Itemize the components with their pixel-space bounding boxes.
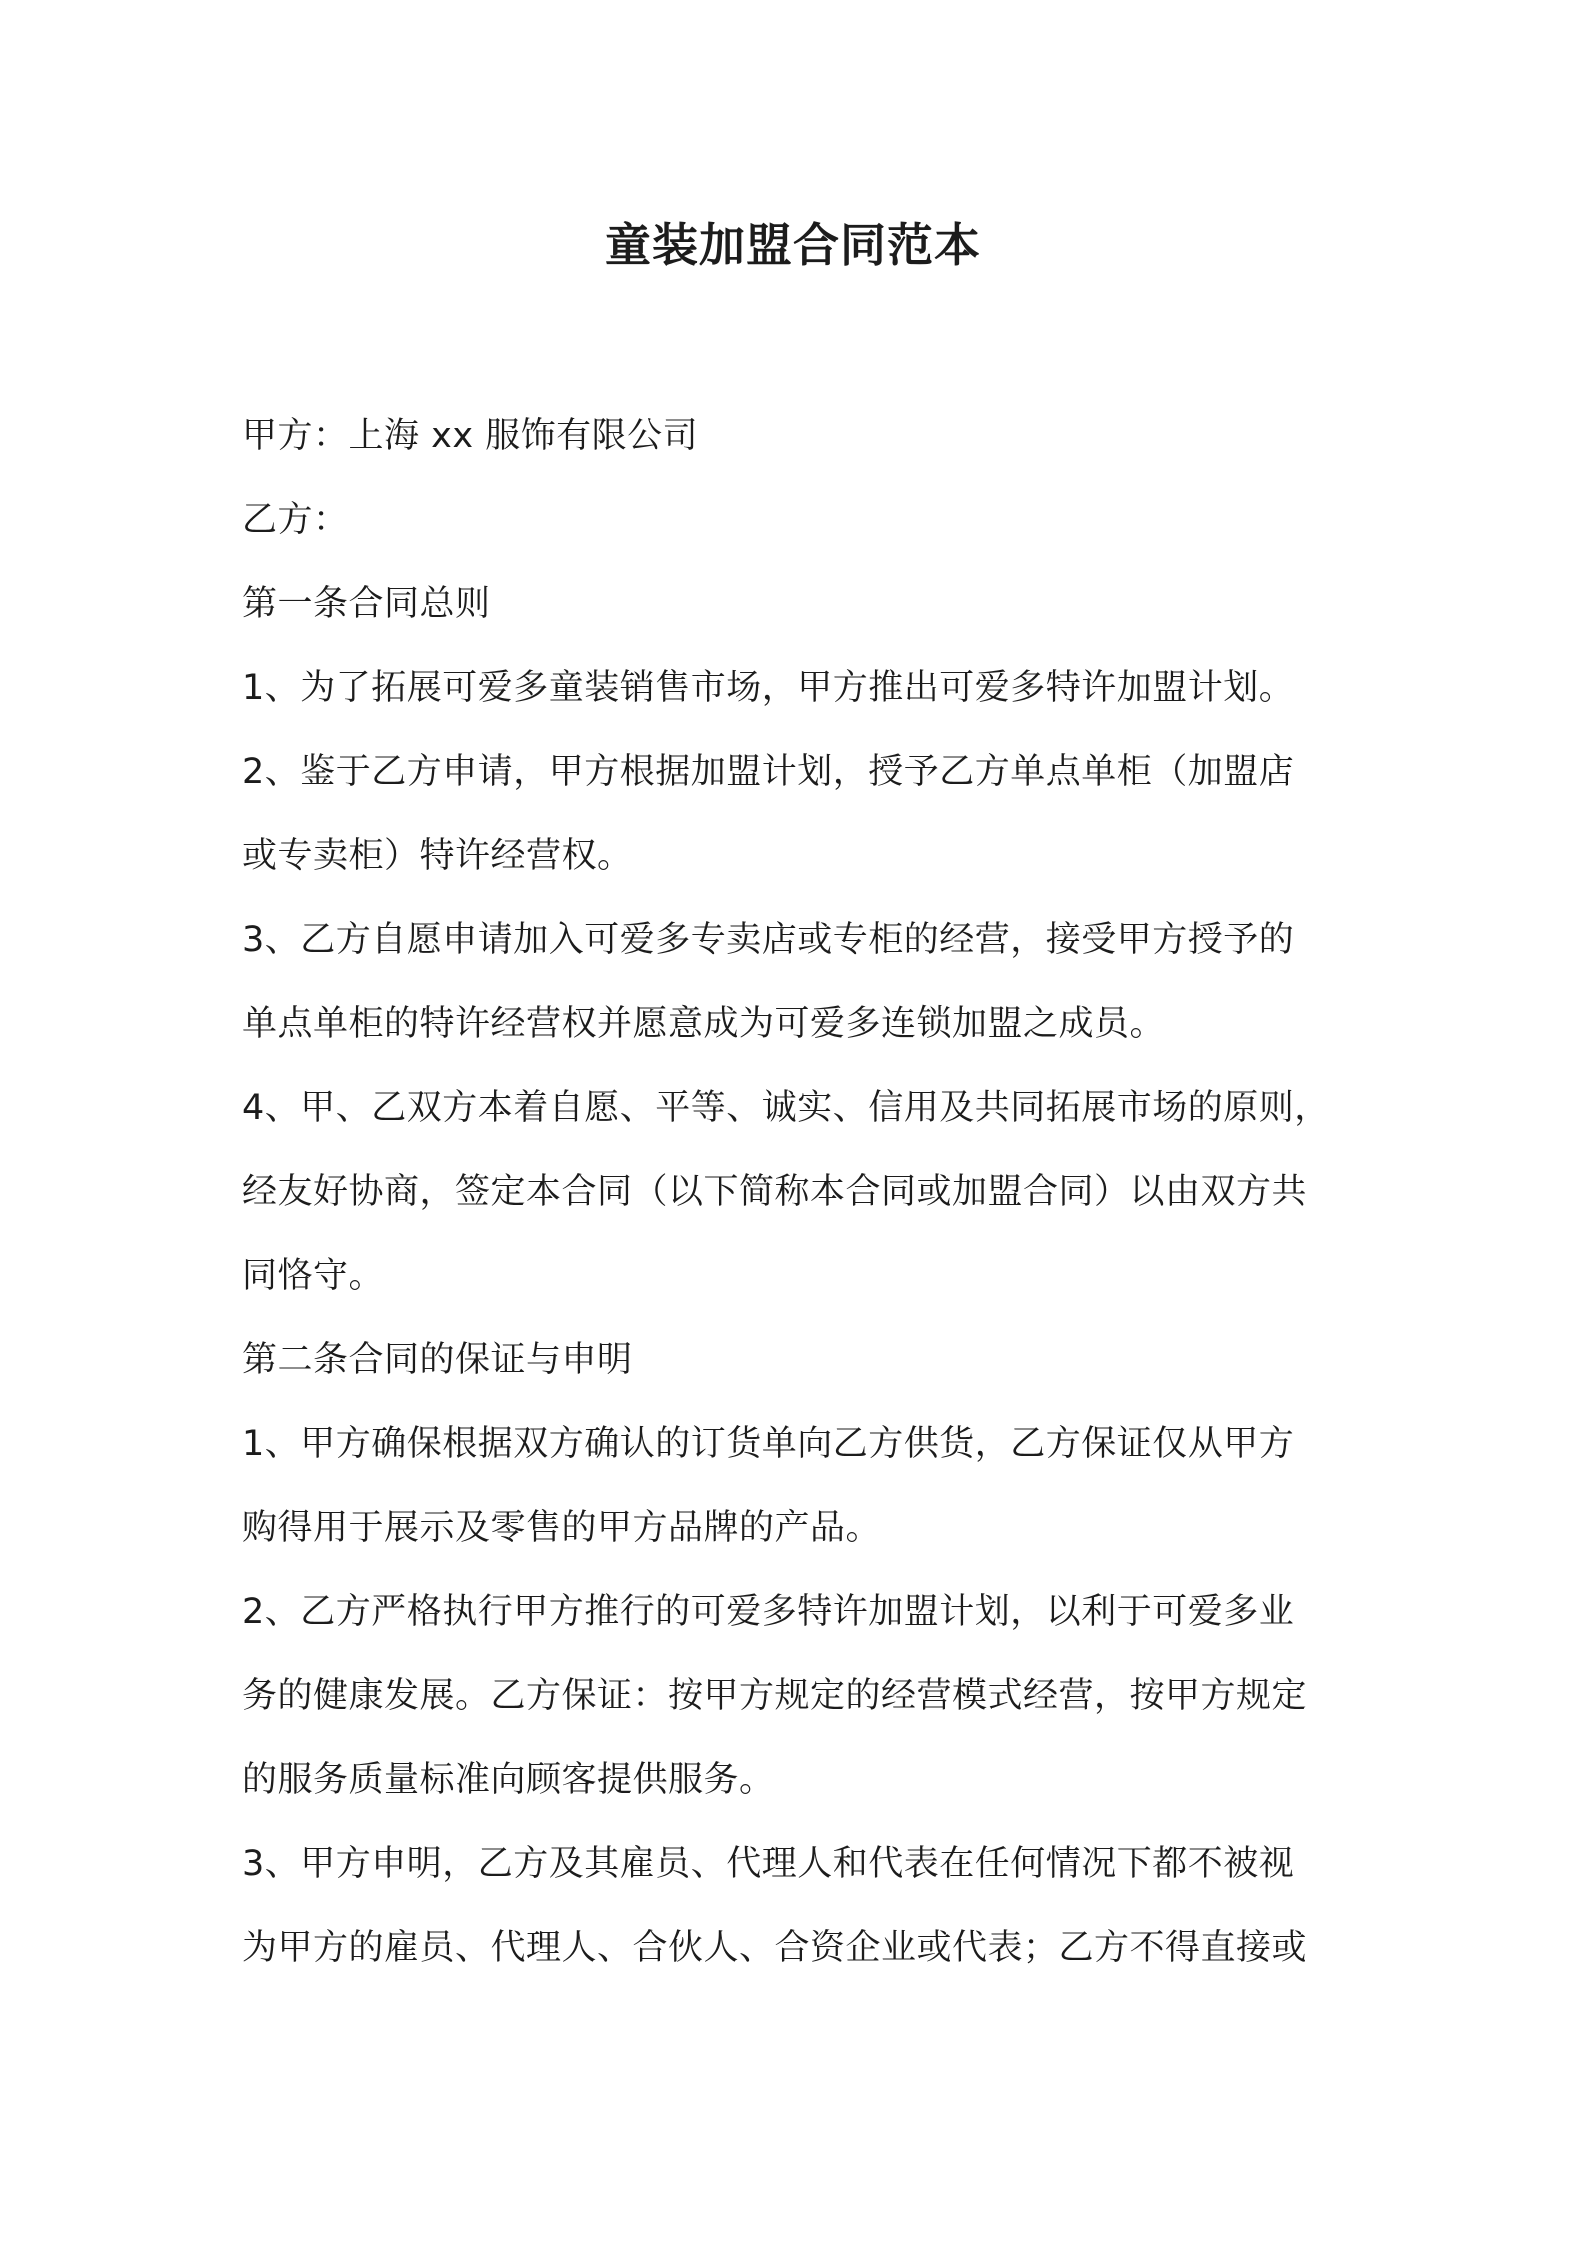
article-2-clause-2-cont-1: 务的健康发展。乙方保证：按甲方规定的经营模式经营，按甲方规定 xyxy=(242,1676,1308,1716)
article-2-clause-2-cont-2: 的服务质量标准向顾客提供服务。 xyxy=(242,1760,775,1800)
article-2-clause-1: 1、甲方确保根据双方确认的订货单向乙方供货，乙方保证仅从甲方 xyxy=(242,1424,1295,1464)
article-1-heading: 第一条合同总则 xyxy=(242,584,491,624)
article-1-clause-2: 2、鉴于乙方申请，甲方根据加盟计划，授予乙方单点单柜（加盟店 xyxy=(242,752,1295,792)
article-1-clause-3: 3、乙方自愿申请加入可爱多专卖店或专柜的经营，接受甲方授予的 xyxy=(242,920,1295,960)
article-1-clause-4-cont-1: 经友好协商，签定本合同（以下简称本合同或加盟合同）以由双方共 xyxy=(242,1172,1308,1212)
party-b-line: 乙方： xyxy=(242,500,349,540)
article-1-clause-4-cont-2: 同恪守。 xyxy=(242,1256,385,1296)
article-1-clause-4: 4、甲、乙双方本着自愿、平等、诚实、信用及共同拓展市场的原则， xyxy=(242,1088,1330,1128)
article-2-heading: 第二条合同的保证与申明 xyxy=(242,1340,633,1380)
article-2-clause-3: 3、甲方申明，乙方及其雇员、代理人和代表在任何情况下都不被视 xyxy=(242,1844,1295,1884)
article-1-clause-1: 1、为了拓展可爱多童装销售市场，甲方推出可爱多特许加盟计划。 xyxy=(242,668,1295,708)
article-2-clause-2: 2、乙方严格执行甲方推行的可爱多特许加盟计划，以利于可爱多业 xyxy=(242,1592,1295,1632)
article-1-clause-3-cont: 单点单柜的特许经营权并愿意成为可爱多连锁加盟之成员。 xyxy=(242,1004,1166,1044)
article-1-clause-2-cont: 或专卖柜）特许经营权。 xyxy=(242,836,633,876)
article-2-clause-3-cont: 为甲方的雇员、代理人、合伙人、合资企业或代表；乙方不得直接或 xyxy=(242,1928,1308,1968)
article-2-clause-1-cont: 购得用于展示及零售的甲方品牌的产品。 xyxy=(242,1508,882,1548)
party-a-line: 甲方：上海 xx 服饰有限公司 xyxy=(242,416,699,456)
document-title: 童装加盟合同范本 xyxy=(605,218,981,272)
